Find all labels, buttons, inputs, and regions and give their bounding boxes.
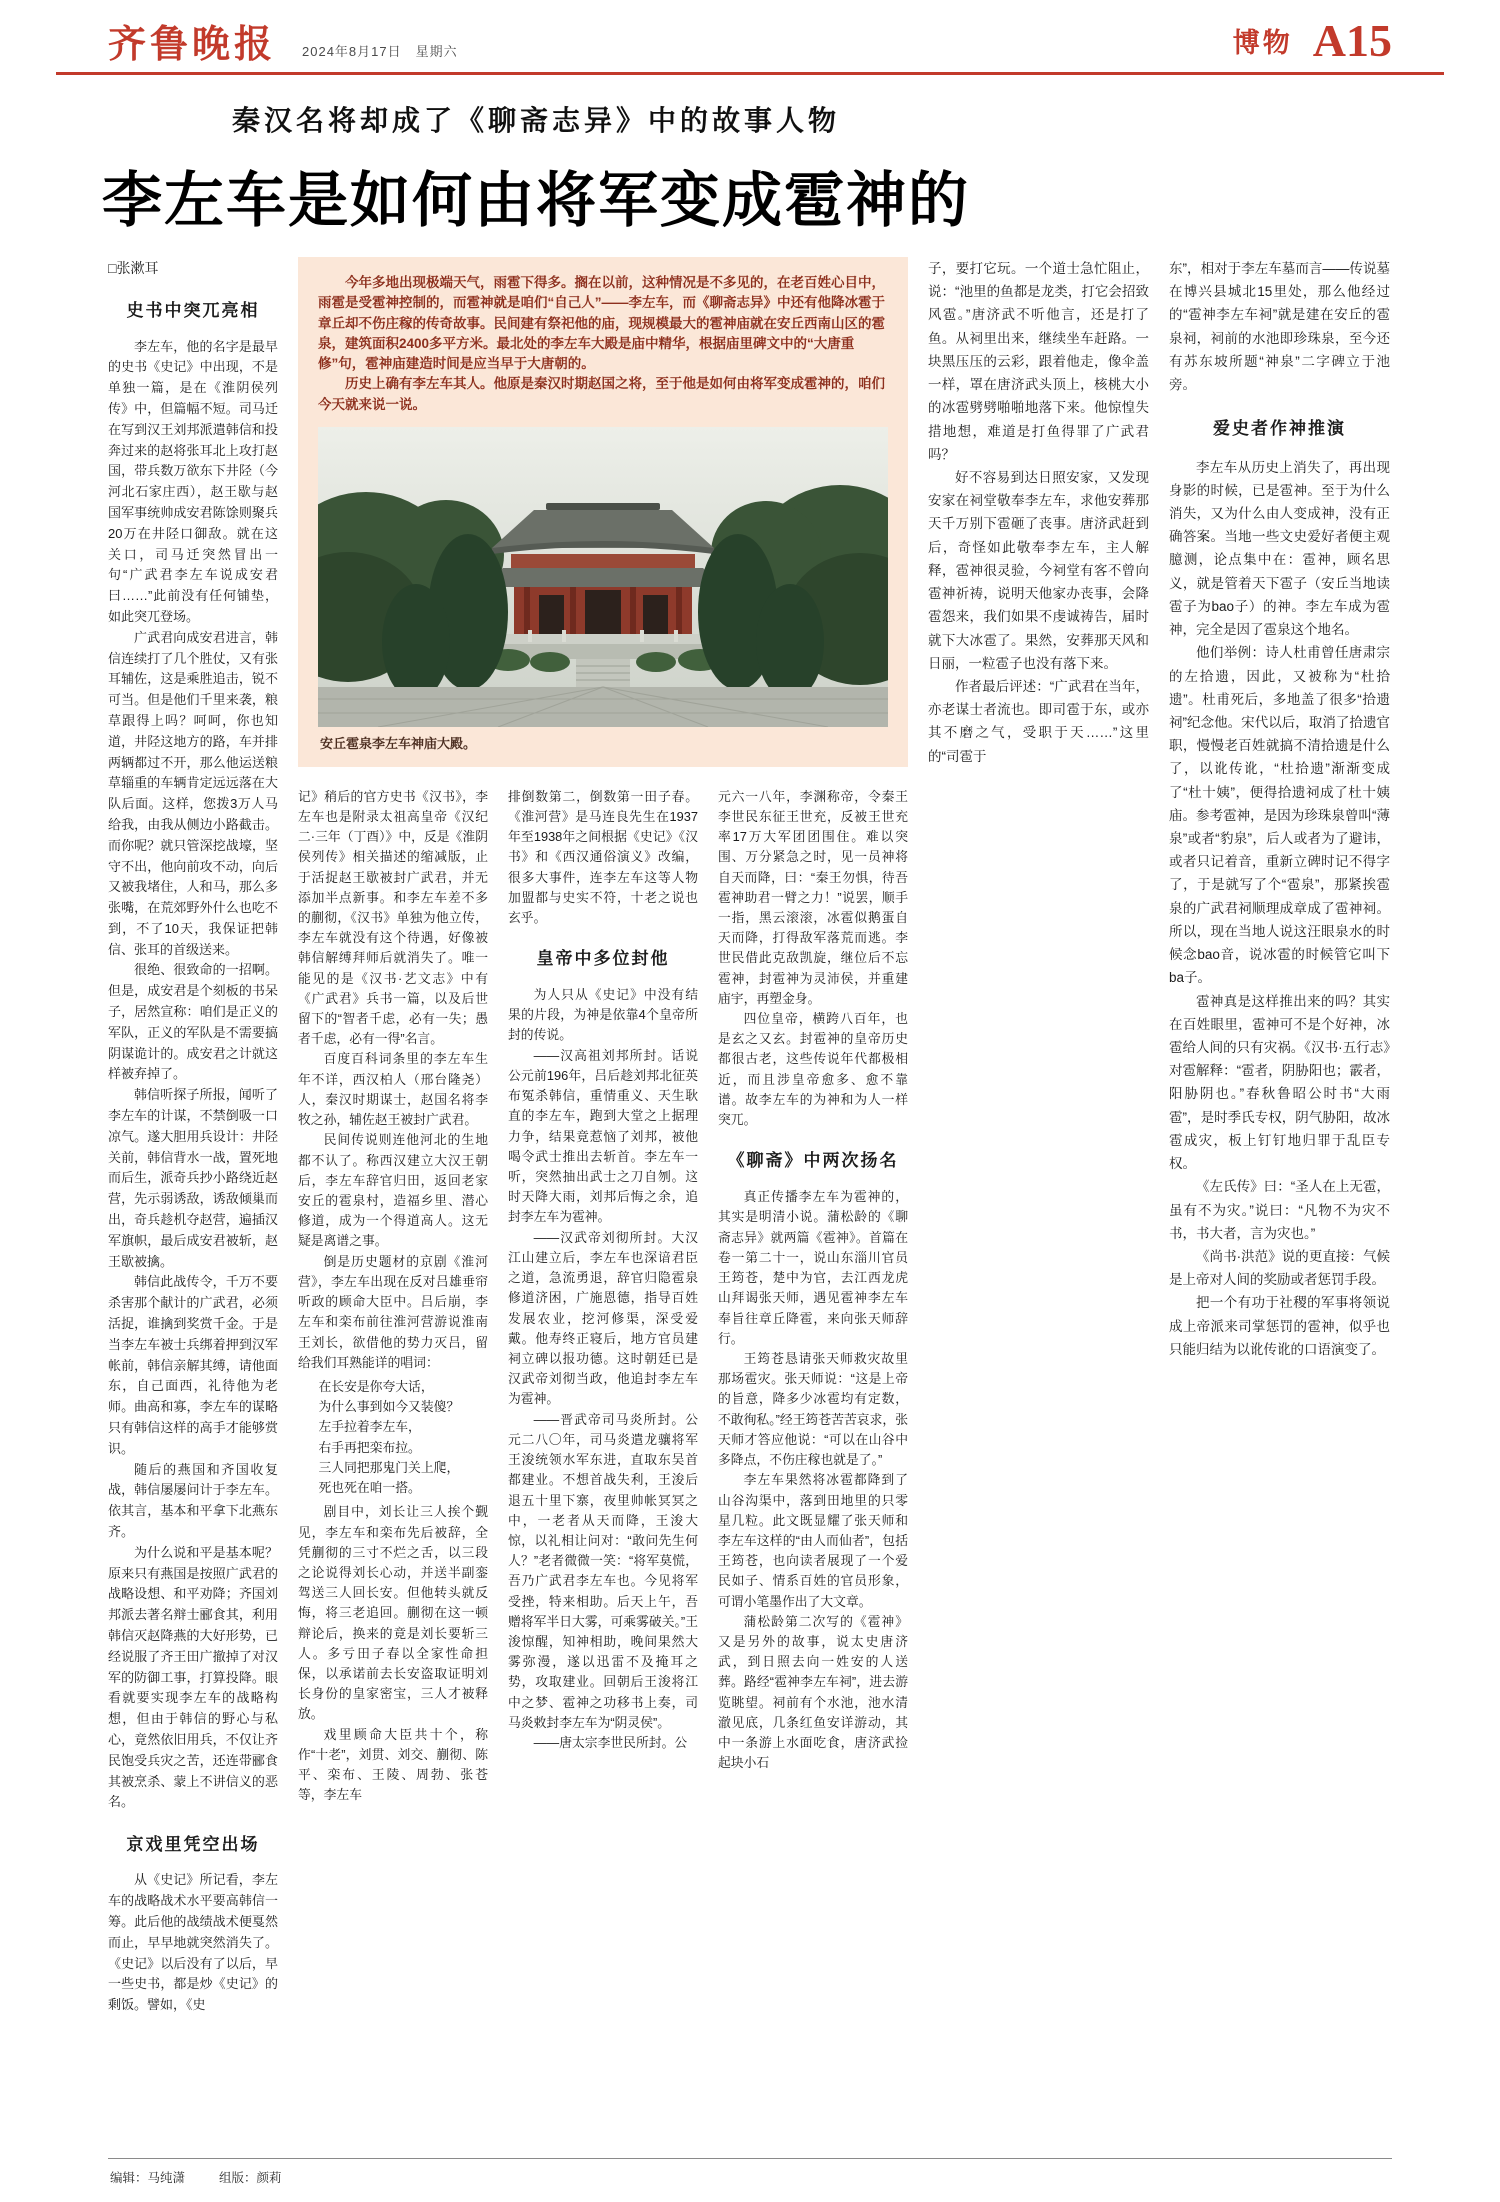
column-4 [718,787,908,2148]
page-header [56,14,1444,72]
column-6 [1169,257,1390,2148]
section-heading-liaozhai: 《聊斋》中两次扬名 [727,1151,899,1171]
article-paragraph: 很绝、很致命的一招啊。但是，成安君是个刻板的书呆子，居然宣称：咱们是正义的军队，正义的军队是不需要搞阴谋诡计的。成安君之计就这样被弃掉了。 [108,962,278,1082]
verse-line: 左手拉着李左车， [318,1419,421,1435]
article-paragraph: 韩信听探子所报，闻听了李左车的计谋，不禁倒吸一口凉气。遂大胆用兵设计：井陉关前，韩信背水一战，置死地而后生，派奇兵抄小路绕近赵营，先示弱诱敌，诱敌倾巢而出，奇兵趁机夺赵营，遍插汉军旗帜，最后成安君被斩，赵王歇被擒。 [108,1087,278,1269]
article-paragraph: 戏里顾命大臣共十个，称作“十老”，刘贯、刘交、蒯彻、陈平、栾布、王陵、周勃、张苍等，李左车 [298,1726,488,1803]
article-paragraph: 蒲松龄第二次写的《雹神》又是另外的故事，说太史唐济武，到日照去向一姓安的人送葬。路经“雹神李左车祠”，进去游览眺望。祠前有个水池，池水清澈见底，几条红鱼安详游动，其中一条游上水面吃食，唐济武捡起块小石 [718,1613,908,1771]
article-paragraph: 四位皇帝，横跨八百年，也是玄之又玄。封雹神的皇帝历史都很古老，这些传说年代都极相近，而且涉皇帝愈多、愈不靠谱。故李左车的为神和为人一样突兀。 [718,1011,908,1128]
temple-photo [318,427,888,727]
article-paragraph: 剧目中，刘长让三人挨个觐见，李左车和栾布先后被辞，全凭蒯彻的三寸不烂之舌，以三段之论说得刘长心动，并送半副銮驾送三人回长安。但他转头就反悔，将三老追回。蒯彻在这一顿辩论后，换来的竟是刘长要斩三人。多亏田子春以全家性命担保，以承诺前去长安盗取证明刘长身份的皇家密宝，三人才被释放。 [298,1504,488,1722]
header-divider [56,72,1444,75]
article-paragraph: 李左车从历史上消失了，再出现身影的时候，已是雹神。至于为什么消失，又为什么由人变成神，没有正确答案。当地一些文史爱好者便主观臆测，论点集中在：雹神，顾名思义，就是管着天下雹子（安丘当地读雹子为bao子）的神。李左车成为雹神，完全是因了雹泉这个地名。 [1169,459,1390,638]
column-3 [508,787,698,2148]
article-paragraph: 《左氏传》曰：“圣人在上无雹，虽有不为灾。”说曰：“凡物不为灾不书，书大者，言为灾也。” [1169,1179,1390,1241]
article-paragraph: 真正传播李左车为雹神的，其实是明清小说。蒲松龄的《聊斋志异》就两篇《雹神》。首篇在卷一第二十一，说山东淄川官员王筠苍，楚中为官，去江西龙虎山拜谒张天师，遇见雹神李左车奉旨往章丘降雹，来向张天师辞行。 [718,1189,908,1346]
layout-credit: 组版：颜莉 [219,2171,282,2185]
section-heading-opera: 京戏里凭空出场 [126,1835,260,1855]
page-number: A15 [1312,15,1392,66]
article-paragraph: 子，要打它玩。一个道士急忙阻止，说：“池里的鱼都是龙类，打它会招致风雹。”唐济武不听他言，还是打了鱼。从祠里出来，继续坐车赶路。一块黑压压的云彩，跟着他走，像伞盖一样，罩在唐济武头顶上，核桃大小的冰雹劈劈啪啪地落下来。他惊惶失措地想，难道是打鱼得罪了广武君吗？ [928,261,1149,462]
section-info [1232,15,1392,66]
article-paragraph: 从《史记》所记看，李左车的战略战术水平要高韩信一筹。此后他的战绩战术便戛然而止，早早地就突然消失了。《史记》以后没有了以后，早一些史书，都是炒《史记》的剩饭。譬如，《史 [108,1872,278,2013]
article-paragraph: ——汉高祖刘邦所封。话说公元前196年，吕后趁刘邦北征英布冤杀韩信，重情重义、天生耿直的李左车，跑到大堂之上据理力争，结果竟惹恼了刘邦，被他喝令武士推出去斩首。李左车一听，突然抽出武士之刀自刎。这时天降大雨，刘邦后悔之余，追封李左车为雹神。 [508,1047,698,1225]
headline-kicker: 秦汉名将却成了《聊斋志异》中的故事人物 [231,105,840,136]
article-paragraph: 民间传说则连他河北的生地都不认了。称西汉建立大汉王朝后，李左车辞官归田，返回老家安丘的雹泉村，造福乡里、潜心修道，成为一个得道高人。这无疑是离谱之事。 [298,1132,488,1249]
newspaper-masthead: 齐鲁晚报 [108,24,277,66]
article-paragraph: 他们举例：诗人杜甫曾任唐肃宗的左拾遗，因此，又被称为“杜拾遗”。杜甫死后，多地盖了很多“拾遗祠”纪念他。宋代以后，取消了拾遗官职，慢慢老百姓就搞不清拾遗是什么了，以讹传讹，“杜拾遗”渐渐变成了“杜十姨”，便得拾遗祠成了杜十姨庙。参考雹神，是因为珍珠泉曾叫“薄泉”或者“豹泉”，后人或者为了避讳，或者只记着音，重新立碑时记不得字了，于是就写了个“雹泉”，那紧挨雹泉的广武君祠顺理成章成了雹神祠。所以，现在当地人说这汪眼泉水的时候念bao音，说冰雹的时候管它叫下ba子。 [1169,645,1390,986]
lead-panel [298,257,908,767]
page-footer [108,2158,1392,2202]
article-paragraph: 韩信此战传令，千万不要杀害那个献计的广武君，必须活捉，谁擒到奖赏千金。于是当李左车被士兵绑着押到汉军帐前，韩信亲解其缚，请他面东，自己面西，礼待他为老师。曲高和寡，李左车的谋略只有韩信这样的高手才能够赏识。 [108,1274,278,1456]
article-paragraph: 《尚书·洪范》说的更直接：气候是上帝对人间的奖励或者惩罚手段。 [1169,1248,1390,1288]
article-paragraph: ——汉武帝刘彻所封。大汉江山建立后，李左车也深谙君臣之道，急流勇退，辞官归隐雹泉修道济困，广施恩德，指导百姓发展农业，挖河修渠，深受爱戴。他寿终正寝后，地方官员建祠立碑以报功德。这时朝廷已是汉武帝刘彻当政，他追封李左车为雹神。 [508,1229,698,1407]
verse-line: 为什么事到如今又装傻？ [318,1399,460,1415]
article-body [56,241,1444,2148]
article-paragraph: 倒是历史题材的京剧《淮河营》，李左车出现在反对吕雄垂帘听政的顾命大臣中。吕后崩，李左车和栾布前往淮河营游说淮南王刘长，欲借他的势力灭吕，留给我们耳熟能详的唱词： [298,1253,488,1370]
verse-line: 在长安是你夸大话， [318,1378,434,1394]
article-paragraph: 随后的燕国和齐国收复战，韩信屡屡问计于李左车。依其言，基本和平拿下北燕东齐。 [108,1461,278,1539]
opera-verse [298,1377,488,1498]
article-paragraph: 好不容易到达日照安家，又发现安家在祠堂敬奉李左车，求他安葬那天千万别下雹砸了丧事。唐济武赶到后，奇怪如此敬奉李左车，主人解释，雹神很灵验，今祠堂有客不曾向雹神祈祷，说明天他家办丧事，会降雹怨来，我们如果不虔诚祷告，届时就下大冰雹了。果然，安葬那天风和日丽，一粒雹子也没有落下来。 [928,469,1149,671]
verse-line: 右手再把栾布拉。 [318,1439,421,1455]
article-paragraph: 雹神真是这样推出来的吗？其实在百姓眼里，雹神可不是个好神，冰雹给人间的只有灾祸。《汉书·五行志》对雹解释：“雹者，阴胁阳也；霰者，阳胁阴也。”春秋鲁昭公时书“大雨雹”，是时季氏专权，阴气胁阳，故冰雹成灾，板上钉钉地归罪于乱臣专权。 [1169,993,1390,1172]
article-paragraph: 李左车，他的名字是最早的史书《史记》中出现，不是单独一篇，是在《淮阴侯列传》中，但篇幅不短。司马迁在写到汉王刘邦派遣韩信和投奔过来的赵将张耳北上攻打赵国，带兵数万欲东下井陉（今河北石家庄西），赵王歇与赵国军事统帅成安君陈馀则聚兵20万在井陉口御敌。就在这关口，司马迁突然冒出一句“广武君李左车说成安君曰……”此前没有任何铺垫，如此突兀登场。 [108,338,278,624]
brand-block [108,26,458,64]
verse-line: 三人同把那鬼门关上爬， [318,1459,460,1475]
column-5 [928,257,1149,2148]
article-paragraph: 为人只从《史记》中没有结果的片段，为神是依靠4个皇帝所封的传说。 [508,987,698,1043]
article-paragraph: 东”，相对于李左车墓而言——传说墓在博兴县城北15里处，那么他经过的“雹神李左车祠”就是建在安丘的雹泉祠，祠前的水池即珍珠泉，至今还有苏东坡所题“神泉”二字碑立于池旁。 [1169,261,1390,393]
section-heading-emperors: 皇帝中多位封他 [536,949,670,969]
article-paragraph: ——唐太宗李世民所封。公 [533,1735,688,1751]
article-paragraph: ——晋武帝司马炎所封。公元二八〇年，司马炎遣龙骧将军王浚统领水军东进，直取东吴首都建业。不想首战失利，王浚后退五十里下寨，夜里帅帐冥冥之中，一老者从天而降，王浚大惊，以礼相让问对：“敢问先生何人？”老者微微一笑：“将军莫慌，吾乃广武君李左车也。今见将军受挫，特来相助。后天上午，吾赠将军半日大雾，可乘雾破关。”王浚惊醒，知神相助，晚间果然大雾弥漫，遂以迅雷不及掩耳之势，攻取建业。回朝后王浚将江中之梦、雹神之功移书上奏，司马炎敕封李左车为“阴灵侯”。 [508,1411,698,1730]
article-paragraph: 排倒数第二，倒数第一田子春。《淮河营》是马连良先生在1937年至1938年之间根据《史记》《汉书》和《西汉通俗演义》改编，很多大事件，连李左车这等人物加盟都与史实不符，十老之说也玄乎。 [508,788,698,925]
article-paragraph: 元六一八年，李渊称帝，令秦王李世民东征王世充，反被王世充率17万大军团团围住。难以突围、万分紧急之时，见一员神将自天而降，曰：“秦王勿惧，待吾雹神助君一臂之力！”说罢，顺手一指，黑云滚滚，冰雹似鹅蛋自天而降，打得敌军落荒而逃。李世民借此克敌凯旋，继位后不忘雹神，封雹神为灵沛侯，并重建庙宇，再塑金身。 [718,788,908,1006]
article-paragraph: 作者最后评述：“广武君在当年，亦老谋士者流也。即司雹于东，或亦其不磨之气，受职于天……”这里的“司雹于 [928,678,1149,764]
article-paragraph: 百度百科词条里的李左车生年不详，西汉柏人（邢台隆尧）人，秦汉时期谋士，赵国名将李牧之孙，辅佐赵王被封广武君。 [298,1051,488,1128]
article-paragraph: 为什么说和平是基本呢？原来只有燕国是按照广武君的战略设想、和平劝降；齐国刘邦派去著名辩士郦食其，利用韩信灭赵降燕的大好形势，已经说服了齐王田广撤掉了对汉军的防御工事，打算投降。眼看就要实现李左车的战略构想，但由于韩信的野心与私心，竟然依旧用兵，不仅让齐民饱受兵灾之苦，还连带郦食其被烹杀、蒙上不讲信义的恶名。 [108,1544,278,1810]
section-heading-speculation: 爱史者作神推演 [1213,419,1346,439]
headline-block [96,99,976,239]
section-heading-history: 史书中突兀亮相 [126,301,260,321]
article-paragraph: 李左车果然将冰雹都降到了山谷沟渠中，落到田地里的只零星几粒。此文既显耀了张天师和李左车这样的“由人而仙者”，包括王筠苍，也向读者展现了一个爱民如子、情系百姓的官员形象，可谓小笔墨作出了大文章。 [718,1472,908,1609]
headline-title: 李左车是如何由将军变成雹神的 [102,168,970,234]
article-paragraph: 王筠苍恳请张天师救灾故里那场雹灾。张天师说：“这是上帝的旨意，降多少冰雹均有定数，不敢徇私。”经王筠苍苦苦哀求，张天师才答应他说：“可以在山谷中多降点，不伤庄稼也就是了。” [718,1350,908,1468]
temple-photo-illustration [318,427,888,727]
article-paragraph: 记》稍后的官方史书《汉书》，李左车也是附录太祖高皇帝《汉纪二·三年（丁酉）》中，反是《淮阴侯列传》相关描述的缩减版，止于活捉赵王歇被封广武君，并无添加半点新事。和李左车差不多的蒯彻，《汉书》单独为他立传，李左车就没有这个待遇，好像被韩信解缚拜师后就消失了。唯一能见的是《汉书·艺文志》中有《广武君》兵书一篇，以及后世留下的“智者千虑，必有一失；愚者千虑，必有一得”名言。 [298,788,488,1047]
section-name: 博物 [1232,28,1293,58]
editor-credit: 编辑：马纯潇 [110,2171,186,2185]
column-1 [108,257,278,2148]
article-paragraph: 把一个有功于社稷的军事将领说成上帝派来司掌惩罚的雹神，似乎也只能归结为以讹传讹的口语演变了。 [1169,1295,1390,1357]
byline: □张漱耳 [108,260,159,276]
lead-paragraph: 历史上确有李左车其人。他原是秦汉时期赵国之将，至于他是如何由将军变成雹神的，咱们今天就来说一说。 [318,376,885,412]
photo-caption: 安丘雹泉李左车神庙大殿。 [320,735,477,751]
issue-date: 2024年8月17日 星期六 [302,44,458,59]
column-2 [298,787,488,2148]
feature-columns [298,787,908,2148]
feature-block [298,257,908,2148]
verse-line: 死也死在咱一搭。 [318,1480,421,1496]
article-paragraph: 广武君向成安君进言，韩信连续打了几个胜仗，又有张耳辅佐，这是乘胜追击，锐不可当。但是他们千里来袭，粮草跟得上吗？呵呵，你也知道，井陉这地方的路，车并排两辆都过不开，那么他运送粮草辎重的车辆肯定远远落在大队后面。这样，您拨3万人马给我，由我从侧边小路截击。而你呢？就只管深挖战壕，坚守不出，他向前攻不动，向后又被我堵住，人和马，那么多张嘴，在荒郊野外什么也吃不到，不了10天，我保证把韩信、张耳的首级送来。 [108,629,278,957]
lead-paragraph: 今年多地出现极端天气，雨雹下得多。搁在以前，这种情况是不多见的，在老百姓心目中，雨雹是受雹神控制的，而雹神就是咱们“自己人”——李左车，而《聊斋志异》中还有他降冰雹于章丘却不伤庄稼的传奇故事。民间建有祭祀他的庙，现规模最大的雹神庙就在安丘西南山区的雹泉，建筑面积2400多平方米。最北处的李左车大殿是庙中精华，根据庙里碑文中的“大唐重修”句，雹神庙建造时间是应当早于大唐朝的。 [318,275,885,371]
